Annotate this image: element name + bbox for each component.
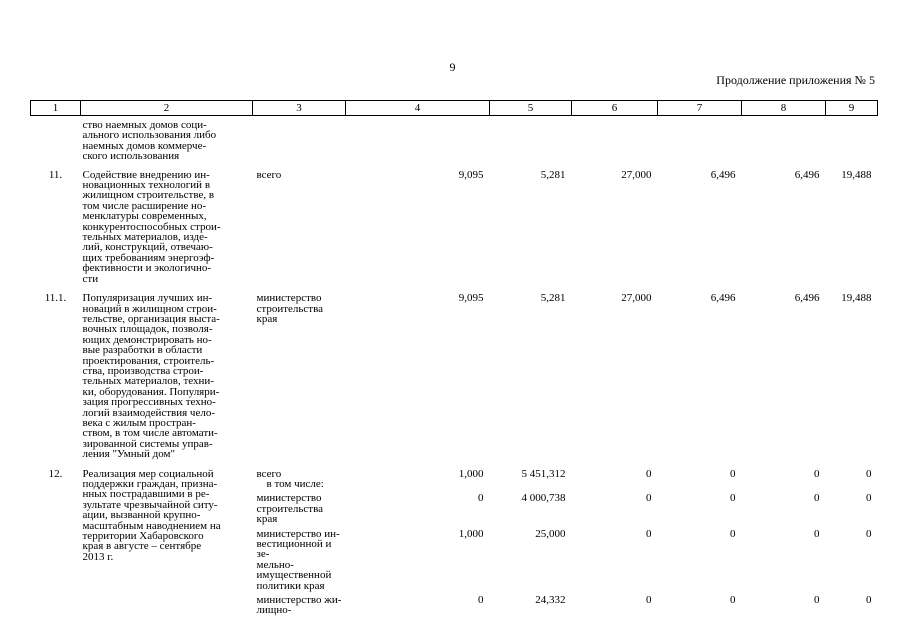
- page-number: 9: [449, 60, 456, 74]
- value-cell: 0: [730, 594, 736, 607]
- description-line: Популяризация лучших ин-: [82, 292, 213, 305]
- header-cell: 6: [572, 101, 658, 116]
- description-line: Реализация мер социальной: [82, 467, 214, 480]
- header-cell: 4: [346, 101, 490, 116]
- description-line: поддержки граждан, призна-: [82, 478, 218, 490]
- description-line: 2013 г.: [82, 550, 114, 563]
- value-cell: 0: [814, 594, 820, 607]
- value-cell: [490, 116, 572, 162]
- header-cell: 3: [253, 101, 346, 116]
- value-cell: 24,332: [535, 594, 566, 607]
- table-row: [31, 284, 878, 460]
- description-line: ления "Умный дом": [82, 448, 175, 461]
- value-cell: 25,000: [535, 527, 566, 540]
- description-line: ации, вызванной крупно-: [82, 509, 201, 522]
- description-line: нных пострадавшими в ре-: [82, 488, 210, 501]
- header-row: [31, 101, 878, 116]
- source-line: строительства края: [256, 502, 324, 526]
- table-body: [31, 116, 878, 616]
- description-line: ство наемных домов соци-: [82, 119, 207, 131]
- source-line: политики края: [256, 579, 325, 592]
- header-cell: 9: [826, 101, 878, 116]
- value-cell: 0: [730, 527, 736, 540]
- funding-source: [253, 162, 346, 284]
- description-line: вые разработки в области: [82, 344, 203, 357]
- funding-source: [253, 525, 346, 591]
- table-row: [31, 162, 878, 284]
- continuation-note: Продолжение приложения № 5: [716, 73, 875, 87]
- value-cell: 0: [814, 467, 820, 480]
- source-line: всего: [256, 168, 282, 181]
- description-line: зация прогрессивных техно-: [82, 396, 216, 409]
- value-cell: 6,496: [710, 168, 736, 181]
- description-line: зированной системы управ-: [82, 437, 213, 450]
- value-cell: 4 000,738: [521, 492, 566, 505]
- value-cell: 5 451,312: [521, 467, 566, 480]
- description-line: ки, оборудования. Популяри-: [82, 385, 220, 398]
- funding-source: [253, 460, 346, 490]
- value-cell: 0: [646, 594, 652, 607]
- description-line: тельных материалов, изде-: [82, 231, 208, 244]
- value-cell: 19,488: [841, 168, 872, 181]
- funding-source: [253, 489, 346, 524]
- source-line: министерство: [256, 492, 322, 505]
- source-line: лищно-: [256, 604, 292, 617]
- value-cell: 6,496: [710, 292, 736, 305]
- description-line: территории Хабаровского: [82, 530, 204, 543]
- description-line: края в августе – сентябре: [82, 540, 202, 553]
- description-line: тельстве, организация выста-: [82, 312, 220, 325]
- description-line: века с жилым простран-: [82, 416, 196, 429]
- row-description: [81, 162, 253, 284]
- description-line: менклатуры современных,: [82, 210, 207, 223]
- header-cell: 1: [31, 101, 81, 116]
- row-description: [81, 116, 253, 162]
- description-line: ального использования либо: [82, 129, 217, 142]
- description-line: новаций в жилищном строи-: [82, 302, 217, 315]
- value-cell: 9,095: [458, 168, 484, 181]
- value-cell: 0: [478, 492, 484, 505]
- description-line: фективности и экологично-: [82, 262, 212, 275]
- value-cell: 0: [478, 594, 484, 607]
- table-row: [31, 460, 878, 490]
- appendix-table: [30, 100, 878, 616]
- row-index: [31, 116, 81, 162]
- source-subnote: в том числе:: [266, 478, 324, 490]
- description-line: ством, в том числе автомати-: [82, 427, 218, 440]
- value-cell: 6,496: [794, 292, 820, 305]
- value-cell: 0: [646, 492, 652, 505]
- source-line: вестиционной и зе-: [256, 538, 332, 561]
- description-line: проектирования, строитель-: [82, 354, 215, 367]
- value-cell: 0: [814, 492, 820, 505]
- description-line: сти: [82, 272, 99, 285]
- source-line: всего: [256, 467, 282, 480]
- value-cell: 0: [730, 492, 736, 505]
- description-line: ющих демонстрировать но-: [82, 333, 212, 346]
- description-line: вочных площадок, позволя-: [82, 323, 213, 336]
- row-description: [81, 284, 253, 460]
- value-cell: 0: [814, 527, 820, 540]
- source-line: министерство жи-: [256, 594, 342, 607]
- funding-source: [253, 591, 346, 616]
- source-line: имущественной: [256, 569, 332, 582]
- value-cell: 1,000: [458, 467, 484, 480]
- funding-source: [253, 284, 346, 460]
- description-line: конкурентоспособных строи-: [82, 220, 221, 233]
- row-index: 12.: [48, 467, 63, 480]
- value-cell: 19,488: [841, 292, 872, 305]
- source-line: мельно-: [256, 558, 294, 571]
- description-line: тельных материалов, техни-: [82, 375, 214, 388]
- value-cell: 0: [730, 467, 736, 480]
- description-line: наемных домов коммерче-: [82, 139, 207, 152]
- value-cell: 27,000: [621, 292, 652, 305]
- description-line: логий взаимодействия чело-: [82, 406, 215, 419]
- funding-source: [253, 116, 346, 162]
- row-description: [81, 460, 253, 616]
- value-cell: [572, 116, 658, 162]
- value-cell: 0: [866, 467, 872, 480]
- description-line: том числе расширение но-: [82, 199, 207, 212]
- description-line: масштабным наводнением на: [82, 519, 221, 532]
- value-cell: [826, 116, 878, 162]
- value-cell: 0: [646, 467, 652, 480]
- description-line: ского использования: [82, 150, 180, 163]
- header-cell: 2: [81, 101, 253, 116]
- value-cell: 5,281: [540, 168, 566, 181]
- description-line: Содействие внедрению ин-: [82, 168, 210, 181]
- row-index: 11.: [48, 168, 63, 181]
- value-cell: [658, 116, 742, 162]
- value-cell: [742, 116, 826, 162]
- description-line: зультате чрезвычайной ситу-: [82, 498, 218, 511]
- table-row: [31, 116, 878, 162]
- value-cell: 6,496: [794, 168, 820, 181]
- header-cell: 5: [490, 101, 572, 116]
- value-cell: [346, 116, 490, 162]
- description-line: ства, производства строи-: [82, 364, 204, 377]
- description-line: щих требованиям энергоэф-: [82, 251, 215, 264]
- value-cell: 27,000: [621, 168, 652, 181]
- description-line: жилищном строительстве, в: [82, 189, 215, 202]
- value-cell: 1,000: [458, 527, 484, 540]
- source-line: министерство: [256, 292, 322, 305]
- header-cell: 8: [742, 101, 826, 116]
- row-index: 11.1.: [44, 292, 67, 305]
- source-line: министерство ин-: [256, 527, 340, 540]
- value-cell: 0: [866, 492, 872, 505]
- value-cell: 0: [646, 527, 652, 540]
- value-cell: 5,281: [540, 292, 566, 305]
- header-cell: 7: [658, 101, 742, 116]
- value-cell: 0: [866, 594, 872, 607]
- description-line: новационных технологий в: [82, 179, 211, 192]
- source-line: строительства края: [256, 302, 324, 325]
- description-line: лий, конструкций, отвечаю-: [82, 241, 213, 254]
- value-cell: 0: [866, 527, 872, 540]
- value-cell: 9,095: [458, 292, 484, 305]
